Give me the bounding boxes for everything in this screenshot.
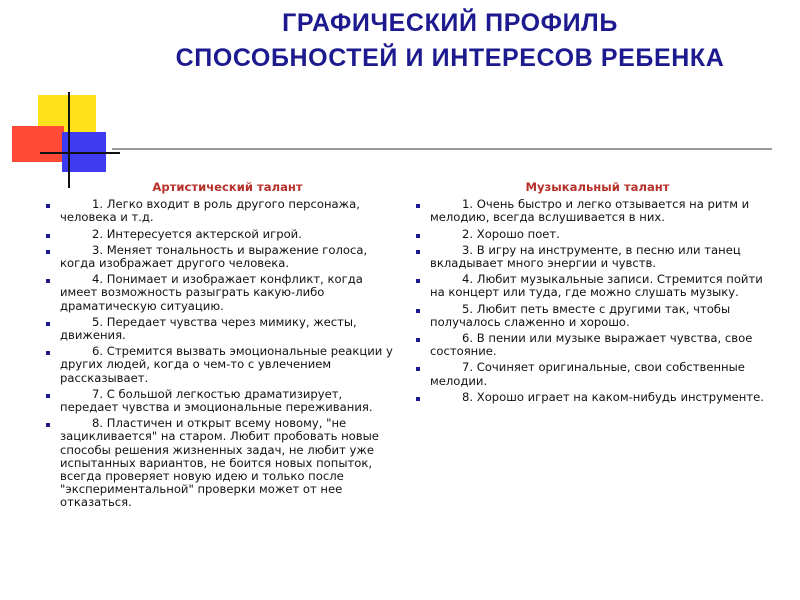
list-item: 6. Стремится вызвать эмоциональные реакции у других людей, когда о чем-то с увлечением рассказывает. <box>60 345 395 385</box>
list-item: 5. Передает чувства через мимику, жесты, движения. <box>60 316 395 342</box>
list-item: 2. Интересуется актерской игрой. <box>60 228 395 241</box>
list-item: 3. В игру на инструменте, в песню или танец вкладывает много энергии и чувств. <box>430 244 765 270</box>
title-line-2: СПОСОБНОСТЕЙ И ИНТЕРЕСОВ РЕБЕНКА <box>175 44 725 72</box>
artistic-talent-heading: Артистический талант <box>152 180 303 194</box>
list-item: 4. Понимает и изображает конфликт, когда имеет возможность разыграть какую-либо драматическую ситуацию. <box>60 273 395 313</box>
title-line-1: ГРАФИЧЕСКИЙ ПРОФИЛЬ <box>282 9 618 37</box>
list-item: 1. Очень быстро и легко отзывается на ритм и мелодию, всегда вслушивается в них. <box>430 198 765 224</box>
list-item: 1. Легко входит в роль другого персонажа, человека и т.д. <box>60 198 395 224</box>
list-item: 8. Пластичен и открыт всему новому, "не зацикливается" на старом. Любит пробовать новые способы решения жизненных задач, не любит уже испытанных вариантов, не боится новых попыток, всегда проверяет новую идею и только после "экспериментальной" проверки может от нее отказаться. <box>60 417 395 509</box>
decor-vertical-line <box>68 92 70 188</box>
page-title <box>130 6 770 76</box>
decor-horizontal-line <box>40 152 120 154</box>
artistic-talent-column <box>60 181 395 513</box>
list-item: 4. Любит музыкальные записи. Стремится пойти на концерт или туда, где можно слушать музыку. <box>430 273 765 299</box>
list-item: 3. Меняет тональность и выражение голоса, когда изображает другого человека. <box>60 244 395 270</box>
list-item: 6. В пении или музыке выражает чувства, свое состояние. <box>430 332 765 358</box>
list-item: 7. Сочиняет оригинальные, свои собственные мелодии. <box>430 361 765 387</box>
musical-talent-column <box>430 181 765 407</box>
list-item: 7. С большой легкостью драматизирует, передает чувства и эмоциональные переживания. <box>60 388 395 414</box>
musical-talent-heading: Музыкальный талант <box>525 180 670 194</box>
title-divider <box>112 148 772 150</box>
list-item: 5. Любит петь вместе с другими так, чтобы получалось слаженно и хорошо. <box>430 303 765 329</box>
list-item: 2. Хорошо поет. <box>430 228 765 241</box>
list-item: 8. Хорошо играет на каком-нибудь инструменте. <box>430 391 765 404</box>
decor-red-square <box>12 126 64 162</box>
